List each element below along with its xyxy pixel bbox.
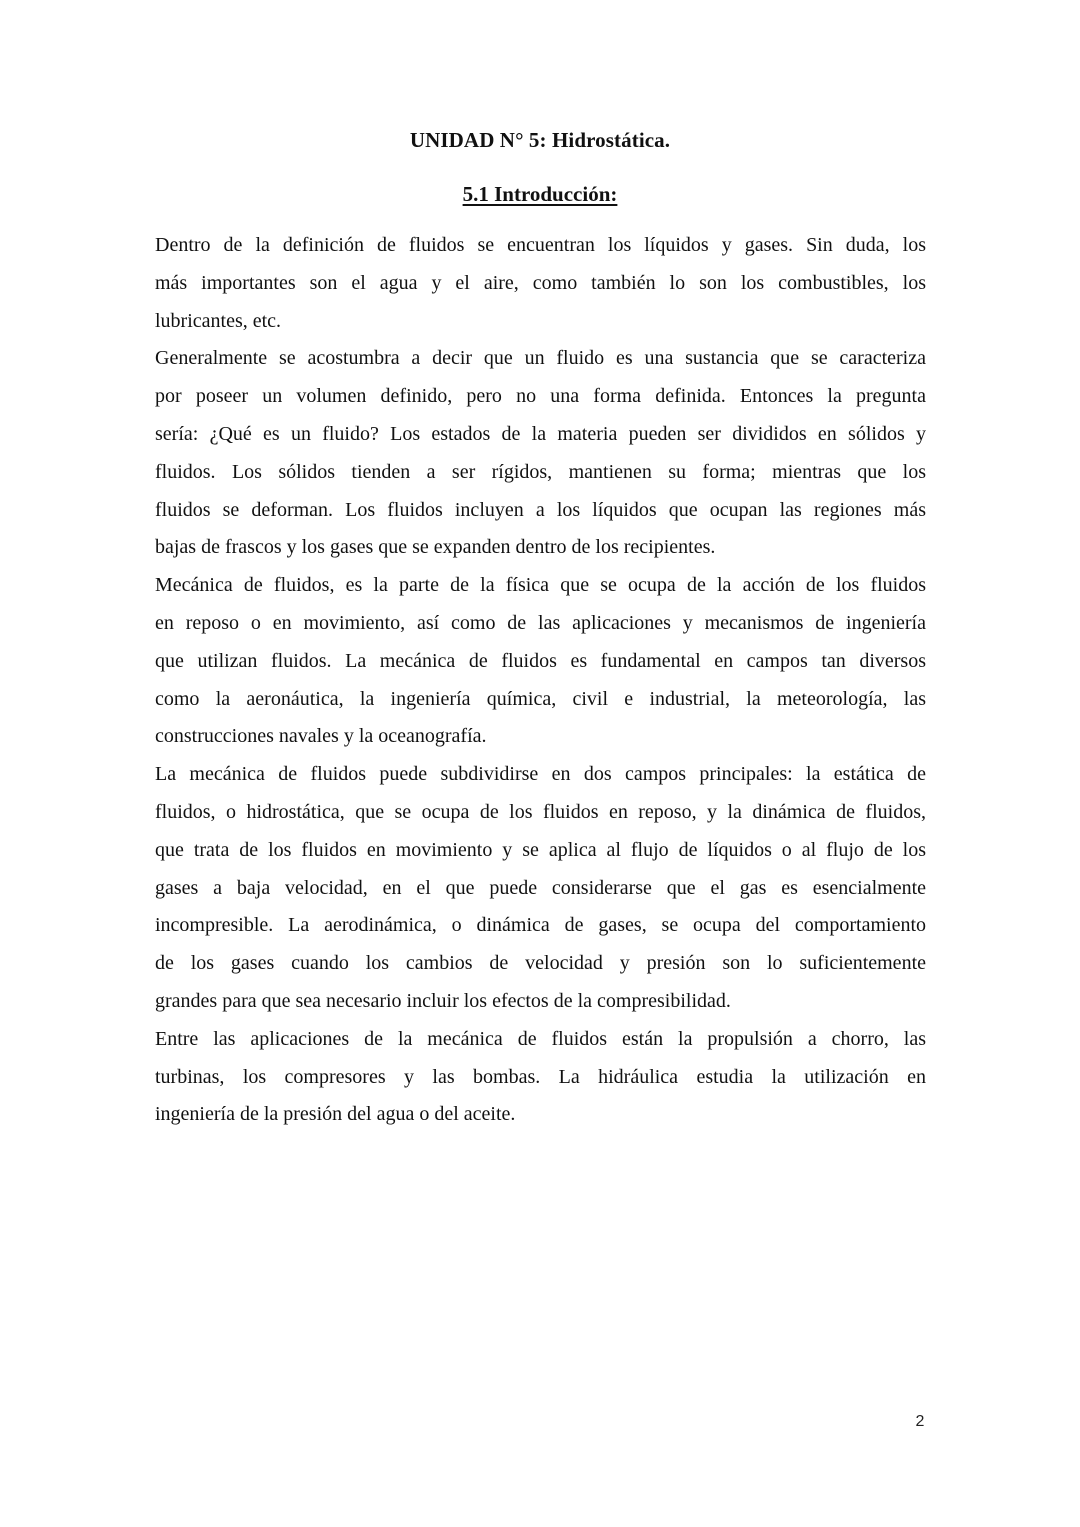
text-line: por poseer un volumen definido, pero no una forma definida. Entonces la pregunta (155, 385, 926, 408)
text-line: que utilizan fluidos. La mecánica de fluidos es fundamental en campos tan diversos (155, 649, 926, 672)
text-line: Entre las aplicaciones de la mecánica de fluidos están la propulsión a chorro, las (155, 1027, 926, 1050)
paragraph (155, 227, 926, 340)
text-line: Generalmente se acostumbra a decir que un fluido es una sustancia que se caracteriza (155, 347, 926, 370)
paragraph (155, 567, 926, 756)
text-line: Dentro de la definición de fluidos se encuentran los líquidos y gases. Sin duda, los (155, 234, 926, 256)
text-line: incompresible. La aerodinámica, o dinámica de gases, se ocupa del comportamiento (155, 914, 926, 937)
text-line: en reposo o en movimiento, así como de las aplicaciones y mecanismos de ingeniería (155, 611, 926, 634)
text-line: más importantes son el agua y el aire, como también lo son los combustibles, los (155, 271, 926, 294)
text-line: bajas de frascos y los gases que se expanden dentro de los recipientes. (155, 536, 716, 559)
text-line: turbinas, los compresores y las bombas. La hidráulica estudia la utilización en (155, 1065, 926, 1088)
paragraph (155, 340, 926, 567)
text-line: fluidos. Los sólidos tienden a ser rígidos, mantienen su forma; mientras que los (155, 460, 926, 483)
text-line: La mecánica de fluidos puede subdividirse en dos campos principales: la estática de (155, 763, 926, 786)
text-line: Mecánica de fluidos, es la parte de la física que se ocupa de la acción de los fluidos (155, 574, 926, 597)
paragraph (155, 1021, 926, 1134)
text-line: como la aeronáutica, la ingeniería química, civil e industrial, la meteorología, las (155, 687, 926, 710)
text-line: construcciones navales y la oceanografía. (155, 725, 487, 748)
text-line: de los gases cuando los cambios de velocidad y presión son lo suficientemente (155, 952, 926, 975)
text-line: ingeniería de la presión del agua o del aceite. (155, 1103, 516, 1126)
text-line: grandes para que sea necesario incluir los efectos de la compresibilidad. (155, 989, 731, 1012)
text-line: gases a baja velocidad, en el que puede considerarse que el gas es esencialmente (155, 876, 926, 899)
paragraph (155, 756, 926, 1021)
text-line: fluidos, o hidrostática, que se ocupa de los fluidos en reposo, y la dinámica de fluidos, (155, 800, 926, 823)
body-text (155, 227, 926, 1134)
unit-title: UNIDAD N° 5: Hidrostática. (409, 128, 671, 152)
text-line: sería: ¿Qué es un fluido? Los estados de la materia pueden ser divididos en sólidos y (155, 422, 926, 445)
section-heading: 5.1 Introducción: (462, 182, 618, 206)
text-line: que trata de los fluidos en movimiento y se aplica al flujo de líquidos o al flujo de los (155, 838, 926, 861)
page-number: 2 (915, 1413, 925, 1430)
text-line: lubricantes, etc. (155, 309, 282, 332)
text-line: fluidos se deforman. Los fluidos incluyen a los líquidos que ocupan las regiones más (155, 498, 926, 521)
